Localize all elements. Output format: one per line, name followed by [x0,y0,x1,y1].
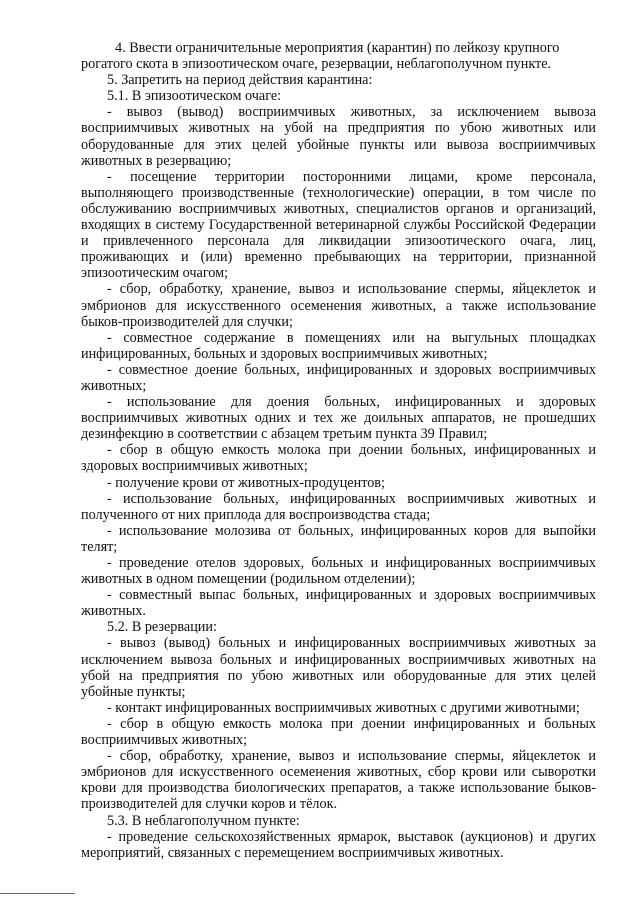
document-page [81,40,596,861]
list-item: - совместное доение больных, инфицированных и здоровых восприимчивых животных; [81,361,596,394]
list-item: - вывоз (вывод) больных и инфицированных восприимчивых животных за исключением вывоза больных и инфицированных восприимчивых животных на убой на предприятия по убою животных или оборудованные для этих целей убойные пункты; [81,635,596,700]
list-item: - сбор, обработку, хранение, вывоз и использование спермы, яйцеклеток и эмбрионов для искусственного осеменения животных, а также использование быков-производителей для случки; [81,281,596,330]
list-item: - проведение отелов здоровых, больных и инфицированных восприимчивых животных в одном помещении (родильном отделении); [81,555,596,588]
section-5-2-heading: 5.2. В резервации: [107,619,217,636]
list-item: - сбор, обработку, хранение, вывоз и использование спермы, яйцеклеток и эмбрионов для искусственного осеменения животных, сбор крови или сыворотки крови для производства биологических препаратов, а также использование быков-производителей для случки коров и тёлок. [81,748,596,813]
list-item: - совместное содержание в помещениях или на выгульных площадках инфицированных, больных и здоровых восприимчивых животных; [81,329,596,362]
list-item: - использование больных, инфицированных восприимчивых животных и полученного от них приплода для воспроизводства стада; [81,490,596,523]
footer-divider [0,893,75,894]
list-item: - проведение сельскохозяйственных ярмарок, выставок (аукционов) и других мероприятий, связанных с перемещением восприимчивых животных. [81,828,596,861]
list-item: - посещение территории посторонними лицами, кроме персонала, выполняющего производственные (технологические) операции, в том числе по обслуживанию восприимчивых животных, специалистов органов и организаций, входящих в систему Государственной ветеринарной службы Российской Федерации и привлеченного персонала для ликвидации эпизоотического очага, лиц, проживающих и (или) временно пребывающих на территории, признанной эпизоотическим очагом; [81,168,596,282]
list-item: - совместный выпас больных, инфицированных и здоровых восприимчивых животных. [81,587,596,620]
list-item: - сбор в общую емкость молока при доении инфицированных и больных восприимчивых животных; [81,715,596,749]
list-item: - использование для доения больных, инфицированных и здоровых восприимчивых животных одних и тех же доильных аппаратов, не прошедших дезинфекцию в соответствии с абзацем третьим пункта 39 Правил; [81,394,596,443]
paragraph-item-5: 5. Запретить на период действия карантина: [107,72,373,89]
paragraph-item-4: 4. Ввести ограничительные мероприятия (карантин) по лейкозу крупного рогатого скота в эпизоотическом очаге, резервации, неблагополучном пункте. [81,40,560,73]
section-5-3-heading: 5.3. В неблагополучном пункте: [107,812,300,829]
list-item: - получение крови от животных-продуцентов; [107,474,385,491]
list-item: - сбор в общую емкость молока при доении больных, инфицированных и здоровых восприимчивых животных; [81,442,596,475]
list-item: - вывоз (вывод) восприимчивых животных, за исключением вывоза восприимчивых животных на убой на предприятия по убою животных или оборудованные для этих целей убойные пункты или вывоза восприимчивых животных в резервацию; [81,104,596,169]
section-5-1-heading: 5.1. В эпизоотическом очаге: [107,88,282,105]
list-item: - контакт инфицированных восприимчивых животных с другими животными; [107,699,580,716]
list-item: - использование молозива от больных, инфицированных коров для выпойки телят; [81,522,596,555]
